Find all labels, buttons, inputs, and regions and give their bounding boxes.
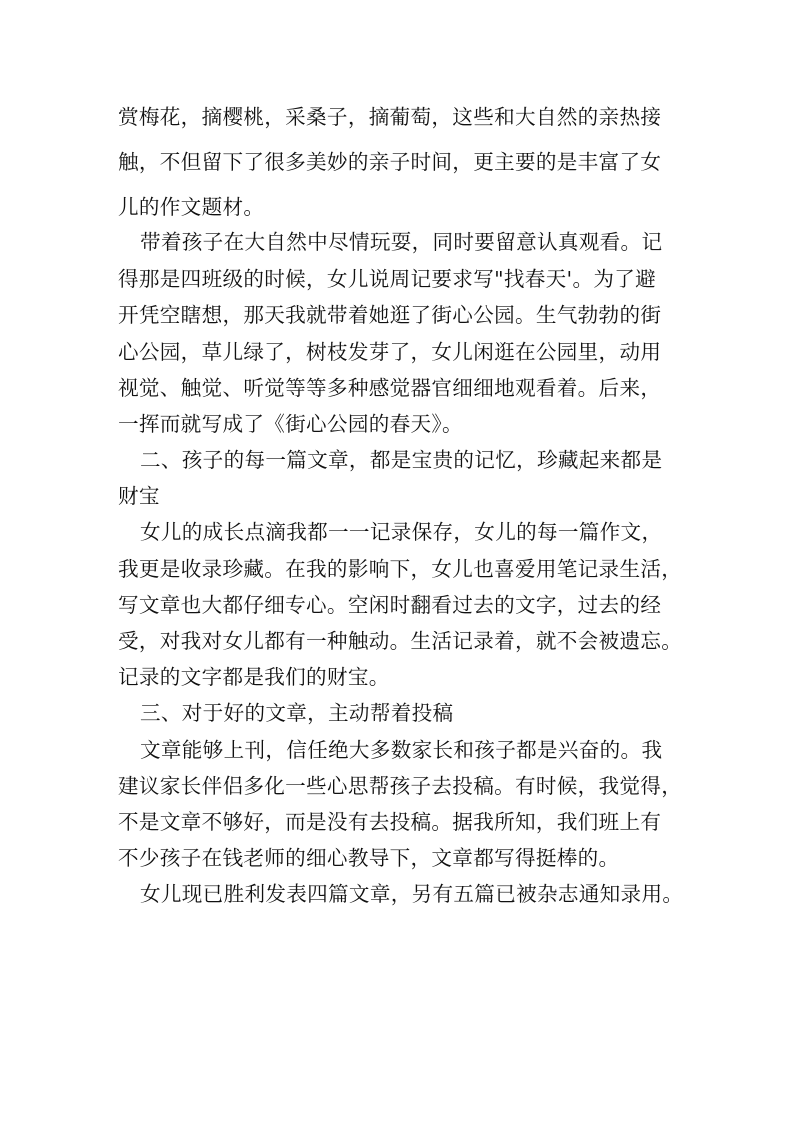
- paragraph-line: 文章能够上刊，信任绝大多数家长和孩子都是兴奋的。我: [140, 738, 663, 762]
- text-line: 视觉、触觉、听觉等等多种感觉器官细细地观看着。后来，: [118, 376, 662, 400]
- text-line: 一挥而就写成了《街心公园的春天》。: [118, 412, 463, 436]
- section-heading-3: 三、对于好的文章，主动帮着投稿: [140, 701, 454, 725]
- text-line: 儿的作文题材。: [118, 195, 265, 219]
- text-line: 写文章也大都仔细专心。空闲时翻看过去的文字，过去的经: [118, 593, 662, 617]
- paragraph-line: 带着孩子在大自然中尽情玩耍，同时要留意认真观看。记: [140, 230, 663, 254]
- text-line: 不少孩子在钱老师的细心教导下，文章都写得挺棒的。: [118, 846, 620, 870]
- text-line: 建议家长伴侣多化一些心思帮孩子去投稿。有时候，我觉得，: [118, 774, 683, 798]
- text-line: 赏梅花，摘樱桃，采桑子，摘葡萄，这些和大自然的亲热接: [118, 105, 662, 129]
- text-line: 受，对我对女儿都有一种触动。生活记录着，就不会被遗忘。: [118, 629, 683, 653]
- paragraph-line: 女儿现已胜利发表四篇文章，另有五篇已被杂志通知录用。: [140, 882, 684, 906]
- text-line: 开凭空瞎想，那天我就带着她逛了街心公园。生气勃勃的街: [118, 303, 662, 327]
- text-line: 记录的文字都是我们的财宝。: [118, 665, 390, 689]
- section-heading-2: 二、孩子的每一篇文章，都是宝贵的记忆，珍藏起来都是: [140, 448, 663, 472]
- text-line: 触，不但留下了很多美妙的亲子时间，更主要的是丰富了女: [118, 150, 662, 174]
- text-line: 得那是四班级的时候，女儿说周记要求写"找春天'。为了避: [118, 267, 657, 291]
- section-heading-2-cont: 财宝: [118, 484, 160, 508]
- text-line: 我更是收录珍藏。在我的影响下，女儿也喜爱用笔记录生活，: [118, 557, 683, 581]
- paragraph-line: 女儿的成长点滴我都一一记录保存，女儿的每一篇作文，: [140, 520, 663, 544]
- text-line: 不是文章不够好，而是没有去投稿。据我所知，我们班上有: [118, 810, 662, 834]
- text-line: 心公园，草儿绿了，树枝发芽了，女儿闲逛在公园里，动用: [118, 340, 662, 364]
